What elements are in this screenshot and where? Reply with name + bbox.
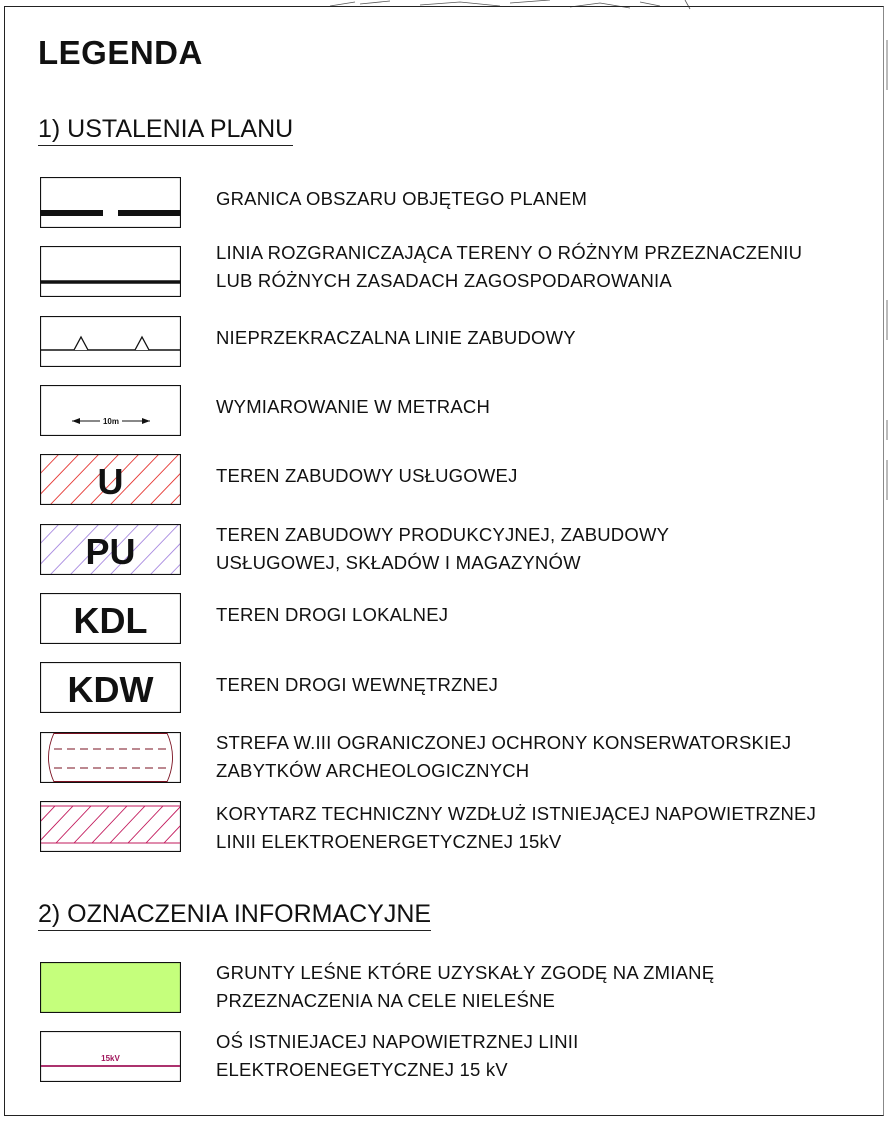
legend-title: LEGENDA <box>38 34 203 71</box>
map-fragment-right <box>884 0 891 1123</box>
symbol-plan-boundary <box>40 177 181 228</box>
power-line-voltage: 15kV <box>101 1054 120 1063</box>
label-technical-corridor: KORYTARZ TECHNICZNY WZDŁUŻ ISTNIEJĄCEJ NAPOWIETRZNEJ LINII ELEKTROENERGETYCZNEJ 15kV <box>216 803 817 852</box>
symbol-demarcation-line <box>40 246 181 297</box>
symbol-zone-u <box>40 454 181 505</box>
label-zone-kdw: TEREN DROGI WEWNĘTRZNEJ <box>216 674 499 695</box>
symbol-technical-corridor <box>40 801 181 852</box>
zone-code-pu: PU <box>85 531 136 572</box>
label-plan-boundary: GRANICA OBSZARU OBJĘTEGO PLANEM <box>216 188 588 209</box>
section-heading-ustalenia: 1) USTALENIA PLANU <box>38 117 293 146</box>
zone-code-kdw: KDW <box>67 669 154 710</box>
zone-code-kdl: KDL <box>73 600 148 641</box>
symbol-dimension <box>40 385 181 436</box>
section-heading-oznaczenia: 2) OZNACZENIA INFORMACYJNE <box>38 902 431 931</box>
symbol-building-line <box>40 316 181 367</box>
label-power-line-axis: OŚ ISTNIEJACEJ NAPOWIETRZNEJ LINII ELEKTROENEGETYCZNEJ 15 kV <box>216 1031 579 1080</box>
label-building-line: NIEPRZEKRACZALNA LINIE ZABUDOWY <box>216 327 576 348</box>
label-archaeological-zone: STREFA W.III OGRANICZONEJ OCHRONY KONSERWATORSKIEJ ZABYTKÓW ARCHEOLOGICZNYCH <box>216 732 792 781</box>
zone-code-u: U <box>97 461 124 502</box>
symbol-power-line-axis <box>40 1031 181 1082</box>
symbol-forest-land <box>40 962 181 1013</box>
symbol-archaeological-zone <box>40 732 181 783</box>
dimension-value: 10m <box>102 417 120 426</box>
symbol-zone-kdl <box>40 593 181 644</box>
label-zone-u: TEREN ZABUDOWY USŁUGOWEJ <box>216 465 518 486</box>
label-zone-pu: TEREN ZABUDOWY PRODUKCYJNEJ, ZABUDOWY USŁUGOWEJ, SKŁADÓW I MAGAZYNÓW <box>216 524 670 573</box>
label-zone-kdl: TEREN DROGI LOKALNEJ <box>216 604 449 625</box>
label-demarcation-line: LINIA ROZGRANICZAJĄCA TERENY O RÓŻNYM PRZEZNACZENIU LUB RÓŻNYCH ZASADACH ZAGOSPODAROWANIA <box>216 242 803 291</box>
label-dimension: WYMIAROWANIE W METRACH <box>216 396 491 417</box>
symbol-zone-pu <box>40 524 181 575</box>
label-forest-land: GRUNTY LEŚNE KTÓRE UZYSKAŁY ZGODĘ NA ZMIANĘ PRZEZNACZENIA NA CELE NIELEŚNE <box>216 962 715 1011</box>
symbol-zone-kdw <box>40 662 181 713</box>
